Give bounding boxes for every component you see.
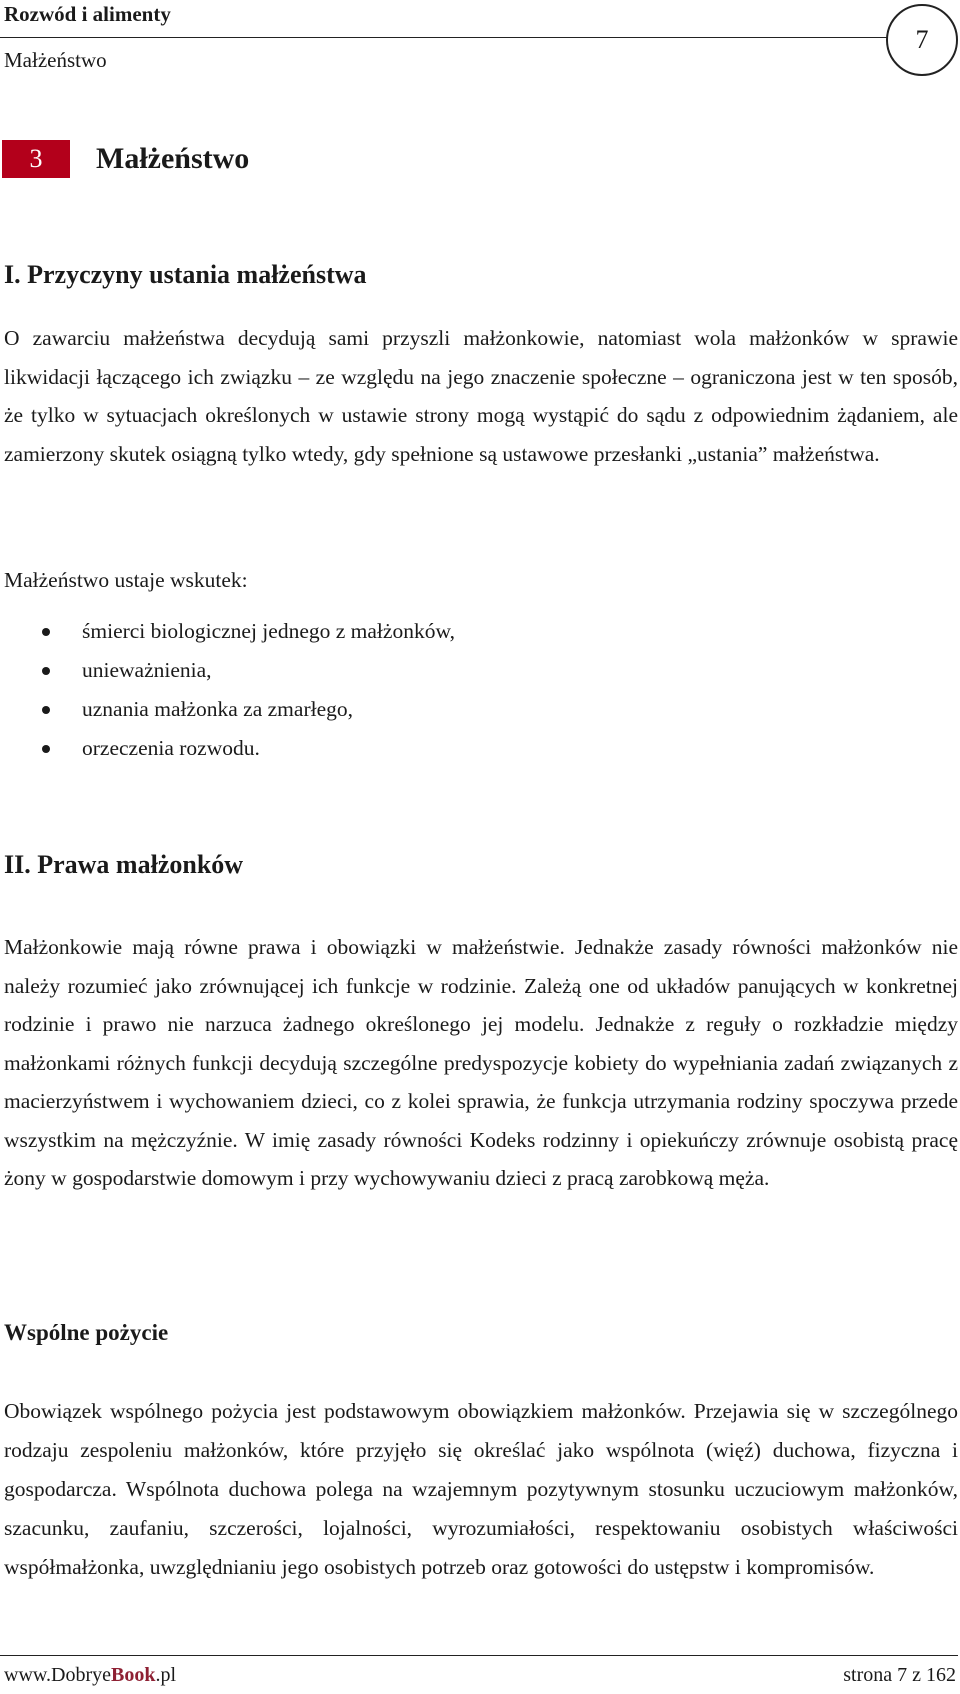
list-item [34, 651, 455, 690]
list-intro: Małżeństwo ustaje wskutek: [4, 568, 248, 592]
site-link[interactable] [4, 1664, 176, 1687]
subsection-heading-cohabitation: Wspólne pożycie [4, 1320, 169, 1345]
chapter-number: 3 [29, 144, 43, 173]
paragraph-rights: Małżonkowie mają równe prawa i obowiązki w małżeństwie. Jednakże zasady równości małżonków nie należy rozumieć jako zrównującej ich funkcje w rodzinie. Zależą one od układów panujących w konkretnej rodzinie i prawo nie narzuca żadnego określonego jej modelu. Jednakże z reguły o rozkładzie między małżonkami różnych funkcji decydują szczególne predyspozycje kobiety do wypełniania zadań związanych z macierzyństwem i wychowaniem dzieci, co z kolei sprawia, że funkcja utrzymania rodziny spoczywa przede wszystkim na mężczyźnie. W imię zasady równości Kodeks rodzinny i opiekuńczy zrównuje osobistą pracę żony w gospodarstwie domowym i przy wychowywaniu dzieci z pracą zarobkową męża. [4, 935, 958, 1190]
site-prefix: www.Dobrye [4, 1664, 112, 1686]
book-title: Rozwód i alimenty [4, 2, 171, 26]
bullet-icon [42, 706, 50, 714]
list-item-text: śmierci biologicznej jednego z małżonków, [82, 619, 455, 643]
list-item-text: uznania małżonka za zmarłego, [82, 697, 353, 721]
section-heading-rights: II. Prawa małżonków [4, 850, 244, 879]
bullet-icon [42, 628, 50, 636]
site-suffix: .pl [155, 1664, 177, 1686]
page-info: strona 7 z 162 [843, 1664, 956, 1686]
bullet-icon [42, 745, 50, 753]
paragraph-causes: O zawarciu małżeństwa decydują sami przyszli małżonkowie, natomiast wola małżonków w sprawie likwidacji łączącego ich związku – ze względu na jego znaczenie społeczne – ograniczona jest w ten sposób, że tylko w sytuacjach określonych w ustawie strony mogą wystąpić do sądu z odpowiednim żądaniem, ale zamierzony skutek osiągną tylko wtedy, gdy spełnione są ustawowe przesłanki „ustania” małżeństwa. [4, 326, 958, 466]
chapter-number-box [2, 140, 70, 178]
causes-list [34, 612, 455, 768]
paragraph-cohabitation: Obowiązek wspólnego pożycia jest podstawowym obowiązkiem małżonków. Przejawia się w szczególnego rodzaju zespoleniu małżonków, które przyjęło się określać jako wspólnota (więź) duchowa, fizyczna i gospodarcza. Wspólnota duchowa polega na wzajemnym pozytywnym stosunku uczuciowym małżonków, szacunku, zaufaniu, szczerości, lojalności, wyrozumiałości, respektowaniu osobistych właściwości współmałżonka, uwzględnianiu jego osobistych potrzeb oraz gotowości do ustępstw i kompromisów. [4, 1399, 958, 1579]
list-item [34, 690, 455, 729]
footer-divider [0, 1655, 958, 1656]
chapter-title: Małżeństwo [96, 142, 250, 175]
list-item-text: unieważnienia, [82, 658, 212, 682]
page-number-badge [886, 4, 958, 76]
running-chapter-name: Małżeństwo [4, 48, 107, 72]
section-heading-causes: I. Przyczyny ustania małżeństwa [4, 260, 367, 289]
list-item [34, 612, 455, 651]
list-item [34, 729, 455, 768]
bullet-icon [42, 667, 50, 675]
list-item-text: orzeczenia rozwodu. [82, 736, 260, 760]
header-divider [0, 37, 888, 38]
site-brand: Book [111, 1664, 156, 1686]
page-number: 7 [915, 25, 929, 54]
